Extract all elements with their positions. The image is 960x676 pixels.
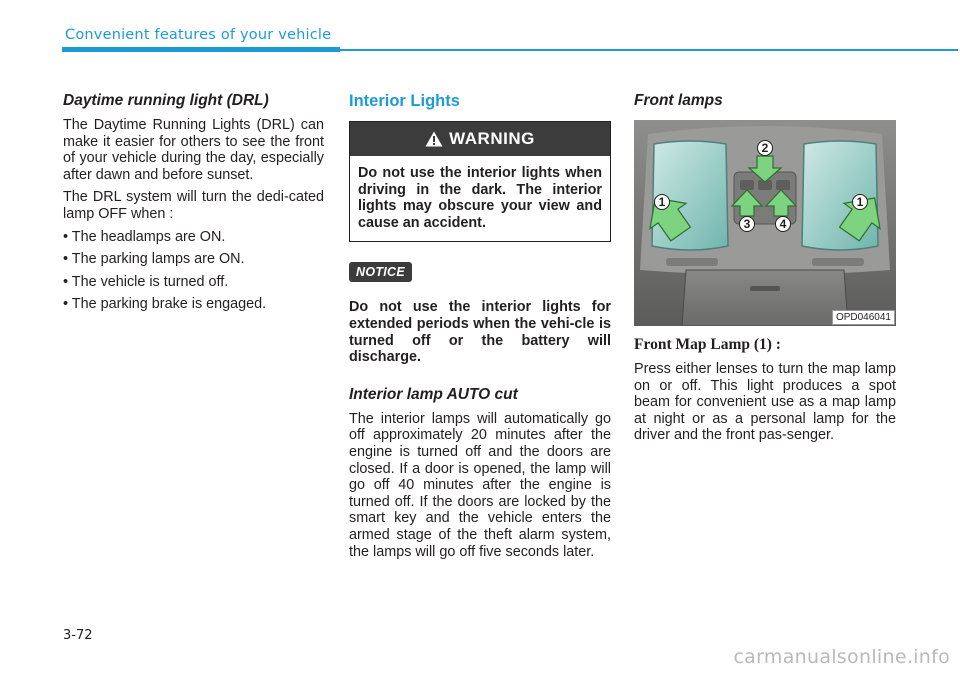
- warning-box: [349, 121, 611, 242]
- drl-paragraph-2: The DRL system will turn the dedi-cated lamp OFF when :: [63, 189, 324, 222]
- warning-header: [350, 122, 610, 156]
- interior-lights-section: [349, 92, 611, 566]
- drl-bullet: • The headlamps are ON.: [63, 228, 226, 245]
- callout-1-right: 1: [856, 195, 864, 209]
- chapter-title: Convenient features of your vehicle: [65, 27, 332, 43]
- header-rule-accent: [62, 47, 340, 52]
- image-code: OPD046041: [832, 310, 895, 325]
- warning-triangle-icon: [425, 131, 443, 147]
- watermark: carmanualsonline.info: [733, 646, 950, 668]
- drl-section: [63, 92, 324, 319]
- drl-bullet: • The parking brake is engaged.: [63, 296, 267, 313]
- front-lamps-heading: Front lamps: [634, 92, 723, 109]
- map-lamp-heading: Front Map Lamp (1) :: [634, 336, 781, 353]
- callout-2: 2: [761, 141, 769, 155]
- drl-bullet: • The vehicle is turned off.: [63, 273, 229, 290]
- drl-bullet: • The parking lamps are ON.: [63, 251, 245, 268]
- auto-cut-text: The interior lamps will automatically go off approximately 20 minutes after the engine is turned off and the doors are closed. If a door is opened, the lamp will go off 40 minutes after the engine is turned off. If the doors are locked by the smart key and the vehicle enters the armed stage of the theft alarm system, the lamps will go off five seconds later.: [349, 410, 611, 560]
- header-rule: [340, 49, 958, 51]
- drl-heading: Daytime running light (DRL): [63, 92, 269, 109]
- overhead-console-illustration: [634, 120, 896, 326]
- front-lamp-photo: [634, 120, 896, 326]
- auto-cut-heading: Interior lamp AUTO cut: [349, 385, 518, 403]
- warning-text: Do not use the interior lights when driving in the dark. The interior lights may obscure your view and cause an accident.: [358, 165, 602, 231]
- warning-label: WARNING: [449, 129, 535, 148]
- callout-3: 3: [743, 217, 751, 231]
- notice-text: Do not use the interior lights for extended periods when the vehi-cle is turned off or the battery will discharge.: [349, 299, 611, 366]
- front-lamps-section: [634, 92, 896, 450]
- page-number: 3-72: [63, 628, 93, 643]
- interior-lights-heading: Interior Lights: [349, 92, 460, 110]
- notice-badge: NOTICE: [349, 262, 412, 282]
- drl-paragraph-1: The Daytime Running Lights (DRL) can make it easier for others to see the front of your vehicle during the day, especially after dawn and before sunset.: [63, 117, 324, 183]
- map-lamp-text: Press either lenses to turn the map lamp on or off. This light produces a spot beam for convenient use as a map lamp at night or as a personal lamp for the driver and the front pas-senger.: [634, 361, 896, 444]
- callout-1-left: 1: [658, 195, 666, 209]
- callout-4: 4: [779, 217, 787, 231]
